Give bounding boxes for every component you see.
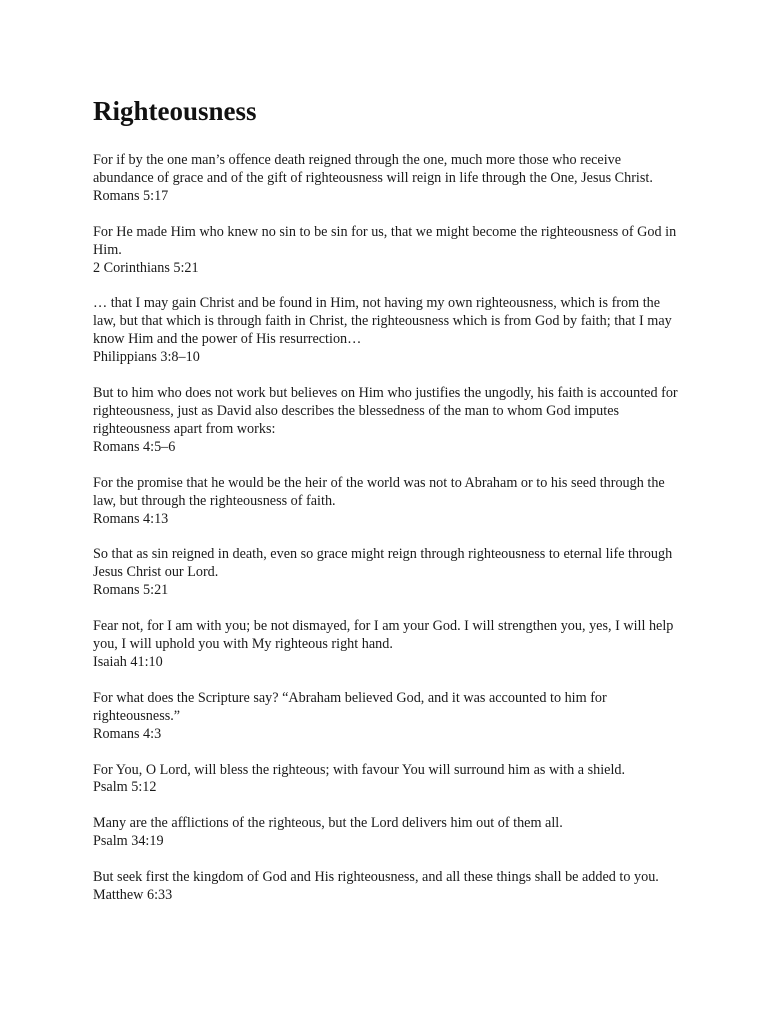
verse-reference: Psalm 5:12 <box>93 779 157 796</box>
verse-text: For the promise that he would be the heir of the world was not to Abraham or to his seed through the law, but through the righteousness of faith. <box>93 474 665 509</box>
verse-reference: Romans 4:3 <box>93 725 162 742</box>
verse-text: But to him who does not work but believes on Him who justifies the ungodly, his faith is accounted for righteousness, just as David also describes the blessedness of the man to whom God imputes righteousness apart from works: <box>93 385 678 437</box>
document-body <box>93 94 683 923</box>
verse-reference: Philippians 3:8–10 <box>93 349 200 366</box>
verse-block <box>93 815 683 851</box>
verse-reference: Romans 4:5–6 <box>93 438 176 455</box>
verse-block <box>93 152 683 206</box>
verse-text: … that I may gain Christ and be found in Him, not having my own righteousness, which is from the law, but that which is through faith in Christ, the righteousness which is from God by faith; that I may know Him and the power of His resurrection… <box>93 295 672 348</box>
verse-block <box>93 295 683 367</box>
verse-block <box>93 618 683 672</box>
verse-block <box>93 224 683 278</box>
verse-reference: Matthew 6:33 <box>93 887 173 904</box>
verse-block <box>93 546 683 600</box>
page-title: Righteousness <box>93 96 257 126</box>
verse-reference: 2 Corinthians 5:21 <box>93 259 199 276</box>
verse-text: Fear not, for I am with you; be not dismayed, for I am your God. I will strengthen you, yes, I will help you, I will uphold you with My righteous right hand. <box>93 618 674 653</box>
verse-text: For what does the Scripture say? “Abraham believed God, and it was accounted to him for righteousness.” <box>93 689 607 724</box>
verse-text: But seek first the kingdom of God and His righteousness, and all these things shall be added to you. <box>93 869 659 886</box>
verse-block <box>93 762 683 798</box>
verse-block <box>93 385 683 457</box>
verse-text: So that as sin reigned in death, even so grace might reign through righteousness to eternal life through Jesus Christ our Lord. <box>93 546 673 581</box>
verse-reference: Romans 4:13 <box>93 510 169 527</box>
verse-text: Many are the afflictions of the righteous, but the Lord delivers him out of them all. <box>93 815 563 832</box>
verse-block <box>93 690 683 744</box>
verse-reference: Isaiah 41:10 <box>93 653 163 670</box>
verse-text: For if by the one man’s offence death reigned through the one, much more those who receive abundance of grace and of the gift of righteousness will reign in life through the One, Jesus Christ. <box>93 152 653 186</box>
verse-reference: Romans 5:17 <box>93 187 169 204</box>
verse-reference: Psalm 34:19 <box>93 833 164 850</box>
verse-text: For He made Him who knew no sin to be sin for us, that we might become the righteousness of God in Him. <box>93 223 677 258</box>
verse-block <box>93 475 683 529</box>
verse-reference: Romans 5:21 <box>93 582 169 599</box>
verse-text: For You, O Lord, will bless the righteous; with favour You will surround him as with a shield. <box>93 761 626 778</box>
verse-block <box>93 869 683 905</box>
